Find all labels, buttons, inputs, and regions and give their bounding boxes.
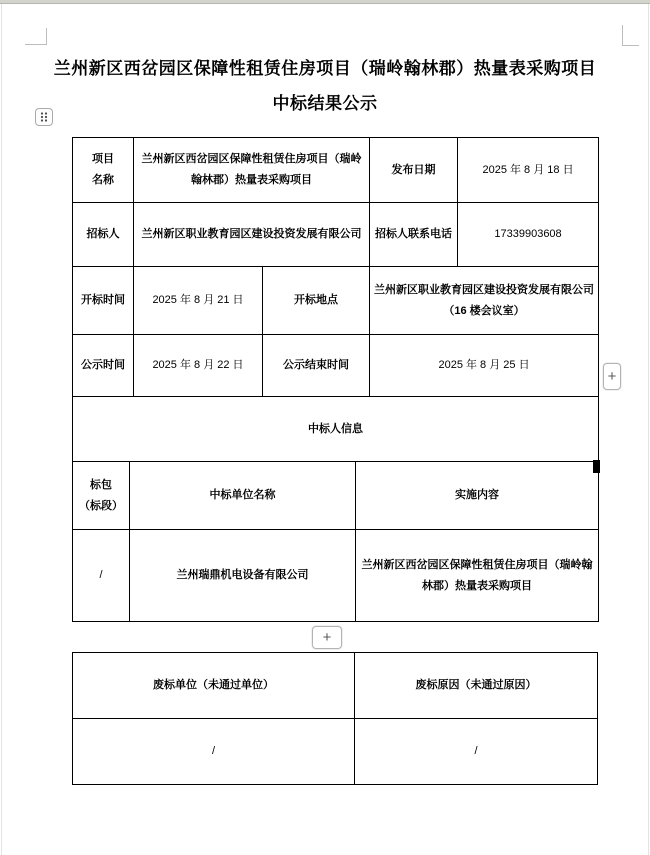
bid-opening-time-label-cell[interactable]: 开标时间 [73, 267, 134, 335]
document-title[interactable] [0, 51, 650, 121]
bid-opening-place-value-cell[interactable]: 兰州新区职业教育园区建设投资发展有限公司（16 楼会议室） [370, 267, 599, 335]
implementation-value-cell[interactable]: 兰州新区西岔园区保障性租赁住房项目（瑞岭翰林郡）热量表采购项目 [356, 530, 599, 622]
document-title-line1[interactable]: 兰州新区西岔园区保障性租赁住房项目（瑞岭翰林郡）热量表采购项目 [53, 59, 597, 78]
drag-dots-icon [39, 111, 49, 123]
table-row [73, 719, 598, 785]
table-move-handle[interactable] [35, 108, 53, 126]
lot-value-cell[interactable]: / [73, 530, 130, 622]
project-name-value-cell[interactable]: 兰州新区西岔园区保障性租赁住房项目（瑞岭翰林郡）热量表采购项目 [134, 138, 370, 203]
table-row [73, 530, 599, 622]
publish-date-label-cell[interactable]: 发布日期 [370, 138, 458, 203]
rejected-bids-table [72, 652, 598, 785]
insert-column-button[interactable]: + [603, 363, 621, 390]
table-row [73, 462, 599, 530]
table-row [73, 335, 599, 397]
publicity-end-value-cell[interactable]: 2025 年 8 月 25 日 [370, 335, 599, 397]
table-row [73, 267, 599, 335]
lot-column-header-cell[interactable]: 标包 （标段） [73, 462, 130, 530]
tenderee-phone-label-cell[interactable]: 招标人联系电话 [370, 203, 458, 267]
rejected-reason-header-cell[interactable]: 废标原因（未通过原因） [355, 653, 598, 719]
window-top-edge [0, 0, 650, 4]
table-row [73, 653, 598, 719]
rejected-reason-value-cell[interactable]: / [355, 719, 598, 785]
project-name-label-cell[interactable]: 项目 名称 [73, 138, 134, 203]
page-right-edge [648, 4, 649, 855]
margin-corner-mark-top-left [25, 28, 47, 45]
bid-opening-time-value-cell[interactable]: 2025 年 8 月 21 日 [134, 267, 263, 335]
rejected-unit-header-cell[interactable]: 废标单位（未通过单位） [73, 653, 355, 719]
winner-info-section-header-cell[interactable]: 中标人信息 [73, 397, 599, 462]
publicity-time-value-cell[interactable]: 2025 年 8 月 22 日 [134, 335, 263, 397]
table-border-drag-handle[interactable] [593, 460, 600, 473]
bid-info-table [72, 137, 599, 622]
publish-date-value-cell[interactable]: 2025 年 8 月 18 日 [458, 138, 599, 203]
table-row [73, 397, 599, 462]
table-row [73, 138, 599, 203]
margin-corner-mark-top-right [622, 25, 639, 46]
tenderee-phone-value-cell[interactable]: 17339903608 [458, 203, 599, 267]
document-title-line2[interactable]: 中标结果公示 [272, 94, 378, 113]
winner-name-value-cell[interactable]: 兰州瑞鼎机电设备有限公司 [130, 530, 356, 622]
tenderee-label-cell[interactable]: 招标人 [73, 203, 134, 267]
table-row [73, 203, 599, 267]
tenderee-value-cell[interactable]: 兰州新区职业教育园区建设投资发展有限公司 [134, 203, 370, 267]
winner-name-column-header-cell[interactable]: 中标单位名称 [130, 462, 356, 530]
insert-row-button[interactable]: + [312, 626, 342, 649]
implementation-column-header-cell[interactable]: 实施内容 [356, 462, 599, 530]
rejected-unit-value-cell[interactable]: / [73, 719, 355, 785]
bid-opening-place-label-cell[interactable]: 开标地点 [263, 267, 370, 335]
publicity-time-label-cell[interactable]: 公示时间 [73, 335, 134, 397]
page-left-edge [1, 4, 2, 855]
publicity-end-label-cell[interactable]: 公示结束时间 [263, 335, 370, 397]
